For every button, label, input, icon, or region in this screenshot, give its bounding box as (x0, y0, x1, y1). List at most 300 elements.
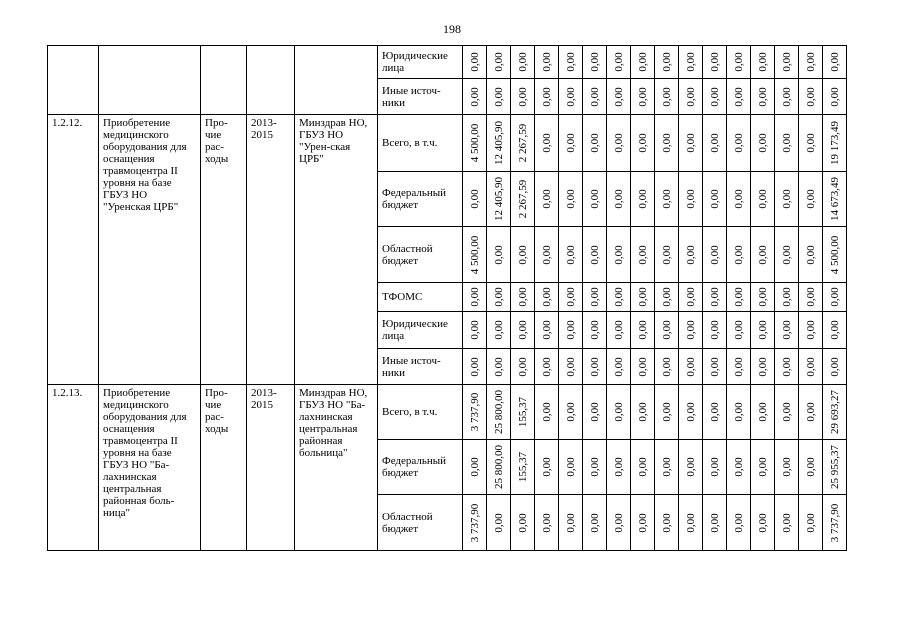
value-cell (823, 79, 847, 115)
value-text: 0,00 (540, 189, 553, 209)
funding-source: Всего, в т.ч. (378, 385, 463, 440)
value-cell (535, 79, 559, 115)
value-text: 0,00 (588, 320, 601, 340)
value-text: 0,00 (804, 287, 817, 307)
value-text: 25 800,00 (492, 390, 505, 434)
value-cell (655, 312, 679, 349)
value-text: 0,00 (468, 320, 481, 340)
value-text: 0,00 (660, 320, 673, 340)
value-text: 0,00 (828, 356, 841, 377)
value-cell (463, 440, 487, 495)
value-text: 0,00 (588, 512, 601, 533)
value-text: 0,00 (780, 356, 793, 377)
value-cell (679, 283, 703, 312)
item-number: 1.2.12. (48, 115, 99, 385)
value-cell (655, 283, 679, 312)
value-cell (751, 283, 775, 312)
value-cell (823, 46, 847, 79)
value-text: 0,00 (492, 512, 505, 533)
value-text: 2 267,59 (516, 179, 529, 219)
value-cell (463, 385, 487, 440)
value-text: 19 173,49 (828, 121, 841, 165)
expense-type (201, 46, 247, 115)
item-name: Приобретение медицинского оборудования для оснащения травмоцентра II уровня на базе ГБУЗ НО "Уренская ЦРБ" (99, 115, 201, 385)
value-cell (799, 349, 823, 385)
value-text: 0,00 (732, 287, 745, 307)
item-name: Приобретение медицинского оборудования для оснащения травмоцентра II уровня на базе ГБУЗ НО "Ба-лахнинская центральная районная боль-ница" (99, 385, 201, 551)
value-cell (727, 283, 751, 312)
value-text: 0,00 (732, 244, 745, 265)
value-text: 0,00 (684, 86, 697, 107)
value-cell (703, 79, 727, 115)
value-cell (655, 385, 679, 440)
value-cell (535, 283, 559, 312)
value-cell (823, 283, 847, 312)
value-cell (631, 115, 655, 172)
value-cell (799, 495, 823, 551)
value-cell (487, 312, 511, 349)
value-cell (727, 79, 751, 115)
value-text: 0,00 (564, 320, 577, 340)
value-text: 0,00 (636, 189, 649, 209)
value-text: 0,00 (828, 86, 841, 107)
value-text: 0,00 (684, 52, 697, 72)
value-text: 0,00 (612, 52, 625, 72)
value-text: 155,37 (516, 451, 529, 483)
value-cell (487, 79, 511, 115)
value-cell (703, 283, 727, 312)
value-cell (799, 385, 823, 440)
value-text: 0,00 (732, 189, 745, 209)
funding-source: Федеральный бюджет (378, 172, 463, 227)
value-text: 0,00 (540, 356, 553, 377)
value-cell (823, 440, 847, 495)
value-text: 0,00 (804, 189, 817, 209)
value-text: 0,00 (732, 356, 745, 377)
page-number: 198 (443, 22, 461, 36)
value-text: 3 737,90 (468, 503, 481, 542)
period (247, 46, 295, 115)
value-text: 0,00 (684, 512, 697, 533)
value-text: 0,00 (516, 52, 529, 72)
value-cell (703, 227, 727, 283)
funding-source: Иные источ-ники (378, 79, 463, 115)
value-cell (559, 385, 583, 440)
value-text: 0,00 (708, 244, 721, 265)
value-cell (487, 172, 511, 227)
value-text: 0,00 (684, 356, 697, 377)
value-cell (535, 46, 559, 79)
value-cell (679, 79, 703, 115)
value-text: 0,00 (684, 287, 697, 307)
value-text: 0,00 (540, 320, 553, 340)
value-cell (487, 283, 511, 312)
value-cell (655, 46, 679, 79)
value-text: 2 267,59 (516, 123, 529, 163)
value-text: 0,00 (828, 52, 841, 72)
value-cell (631, 227, 655, 283)
value-cell (823, 495, 847, 551)
value-cell (799, 312, 823, 349)
value-text: 0,00 (516, 244, 529, 265)
value-cell (535, 349, 559, 385)
funding-source: Областной бюджет (378, 227, 463, 283)
value-cell (751, 495, 775, 551)
value-text: 155,37 (516, 396, 529, 428)
value-text: 0,00 (588, 356, 601, 377)
value-text: 0,00 (708, 287, 721, 307)
value-cell (727, 172, 751, 227)
value-cell (775, 172, 799, 227)
value-cell (631, 283, 655, 312)
value-text: 0,00 (564, 189, 577, 209)
value-text: 0,00 (540, 287, 553, 307)
value-cell (631, 312, 655, 349)
value-cell (799, 46, 823, 79)
value-cell (583, 495, 607, 551)
value-text: 0,00 (780, 402, 793, 422)
value-text: 0,00 (804, 133, 817, 153)
value-cell (487, 385, 511, 440)
value-text: 0,00 (804, 356, 817, 377)
value-cell (727, 440, 751, 495)
value-cell (535, 440, 559, 495)
value-text: 0,00 (804, 52, 817, 72)
value-text: 0,00 (756, 320, 769, 340)
value-cell (463, 283, 487, 312)
value-cell (583, 227, 607, 283)
value-text: 0,00 (708, 457, 721, 477)
value-cell (607, 440, 631, 495)
value-cell (751, 312, 775, 349)
value-text: 0,00 (708, 189, 721, 209)
value-cell (607, 283, 631, 312)
value-cell (631, 46, 655, 79)
value-cell (559, 46, 583, 79)
value-text: 0,00 (468, 457, 481, 477)
value-cell (799, 227, 823, 283)
value-cell (559, 172, 583, 227)
value-cell (535, 385, 559, 440)
value-text: 0,00 (636, 133, 649, 153)
value-text: 0,00 (732, 52, 745, 72)
value-cell (607, 385, 631, 440)
value-cell (703, 440, 727, 495)
value-text: 0,00 (780, 320, 793, 340)
value-text: 0,00 (804, 86, 817, 107)
value-cell (463, 227, 487, 283)
funding-source: Федеральный бюджет (378, 440, 463, 495)
value-text: 0,00 (612, 457, 625, 477)
value-cell (655, 440, 679, 495)
value-text: 0,00 (564, 512, 577, 533)
value-cell (559, 79, 583, 115)
value-cell (583, 79, 607, 115)
funding-source: Юридические лица (378, 312, 463, 349)
value-text: 0,00 (732, 320, 745, 340)
value-text: 0,00 (564, 402, 577, 422)
value-cell (559, 440, 583, 495)
value-text: 0,00 (588, 402, 601, 422)
value-text: 0,00 (660, 287, 673, 307)
value-text: 0,00 (564, 287, 577, 307)
value-cell (703, 312, 727, 349)
value-cell (727, 227, 751, 283)
value-text: 0,00 (708, 86, 721, 107)
value-cell (823, 115, 847, 172)
value-cell (511, 115, 535, 172)
value-cell (487, 349, 511, 385)
value-text: 0,00 (636, 320, 649, 340)
value-cell (583, 283, 607, 312)
value-cell (511, 385, 535, 440)
value-text: 0,00 (756, 189, 769, 209)
value-text: 3 737,90 (828, 503, 841, 542)
value-cell (463, 495, 487, 551)
value-cell (463, 312, 487, 349)
value-cell (727, 312, 751, 349)
value-text: 0,00 (756, 244, 769, 265)
value-text: 0,00 (588, 133, 601, 153)
value-text: 0,00 (756, 512, 769, 533)
period: 2013-2015 (247, 115, 295, 385)
value-cell (511, 227, 535, 283)
item-name (99, 46, 201, 115)
value-text: 0,00 (756, 133, 769, 153)
value-text: 0,00 (708, 133, 721, 153)
value-cell (703, 172, 727, 227)
value-text: 0,00 (612, 189, 625, 209)
table-row (48, 385, 847, 440)
value-text: 0,00 (684, 133, 697, 153)
value-cell (559, 227, 583, 283)
value-text: 0,00 (804, 402, 817, 422)
value-cell (631, 385, 655, 440)
value-cell (535, 115, 559, 172)
value-cell (727, 385, 751, 440)
value-cell (607, 172, 631, 227)
value-text: 0,00 (612, 512, 625, 533)
value-text: 0,00 (612, 86, 625, 107)
value-text: 0,00 (540, 402, 553, 422)
executor: Минздрав НО, ГБУЗ НО "Урен-ская ЦРБ" (295, 115, 378, 385)
value-cell (655, 349, 679, 385)
value-cell (679, 227, 703, 283)
value-cell (487, 46, 511, 79)
value-text: 0,00 (588, 457, 601, 477)
value-cell (511, 440, 535, 495)
value-cell (775, 349, 799, 385)
value-cell (655, 79, 679, 115)
value-text: 0,00 (756, 457, 769, 477)
value-text: 0,00 (588, 287, 601, 307)
value-text: 0,00 (708, 402, 721, 422)
value-cell (775, 115, 799, 172)
funding-source: Иные источ-ники (378, 349, 463, 385)
funding-source: Областной бюджет (378, 495, 463, 551)
value-cell (751, 349, 775, 385)
value-cell (679, 115, 703, 172)
expense-type: Про-чие рас-ходы (201, 385, 247, 551)
value-text: 0,00 (492, 320, 505, 340)
value-cell (727, 349, 751, 385)
value-text: 0,00 (636, 457, 649, 477)
value-cell (583, 385, 607, 440)
value-text: 0,00 (684, 189, 697, 209)
value-cell (559, 495, 583, 551)
value-cell (511, 46, 535, 79)
value-cell (751, 115, 775, 172)
value-cell (511, 79, 535, 115)
value-cell (559, 349, 583, 385)
value-text: 0,00 (564, 356, 577, 377)
value-cell (823, 227, 847, 283)
value-text: 0,00 (660, 402, 673, 422)
value-text: 0,00 (468, 287, 481, 307)
value-text: 0,00 (756, 287, 769, 307)
value-text: 0,00 (612, 244, 625, 265)
value-cell (559, 312, 583, 349)
value-text: 0,00 (756, 356, 769, 377)
value-text: 0,00 (516, 287, 529, 307)
value-cell (703, 495, 727, 551)
value-text: 4 500,00 (468, 123, 481, 163)
value-cell (823, 385, 847, 440)
value-cell (463, 46, 487, 79)
value-text: 14 673,49 (828, 177, 841, 221)
value-text: 0,00 (660, 52, 673, 72)
value-cell (655, 495, 679, 551)
value-cell (727, 46, 751, 79)
value-cell (775, 312, 799, 349)
value-text: 0,00 (516, 512, 529, 533)
value-text: 0,00 (636, 512, 649, 533)
value-cell (535, 227, 559, 283)
funding-source: Юридические лица (378, 46, 463, 79)
value-text: 0,00 (636, 402, 649, 422)
value-text: 0,00 (708, 512, 721, 533)
value-text: 0,00 (828, 320, 841, 340)
value-cell (751, 46, 775, 79)
value-text: 12 405,90 (492, 121, 505, 165)
value-text: 0,00 (804, 457, 817, 477)
value-cell (487, 227, 511, 283)
value-cell (799, 79, 823, 115)
value-cell (775, 283, 799, 312)
value-cell (535, 312, 559, 349)
value-text: 0,00 (780, 189, 793, 209)
value-cell (679, 312, 703, 349)
value-text: 0,00 (708, 52, 721, 72)
value-text: 0,00 (612, 287, 625, 307)
value-cell (823, 172, 847, 227)
value-text: 4 500,00 (828, 235, 841, 274)
value-text: 12 405,90 (492, 177, 505, 221)
value-text: 0,00 (468, 52, 481, 72)
value-text: 0,00 (516, 320, 529, 340)
value-cell (703, 115, 727, 172)
value-cell (607, 312, 631, 349)
value-cell (751, 440, 775, 495)
value-cell (583, 440, 607, 495)
value-cell (703, 349, 727, 385)
value-cell (583, 115, 607, 172)
value-text: 0,00 (756, 402, 769, 422)
value-text: 0,00 (540, 512, 553, 533)
value-cell (463, 79, 487, 115)
value-text: 0,00 (564, 86, 577, 107)
value-text: 0,00 (636, 244, 649, 265)
value-text: 25 800,00 (492, 445, 505, 489)
value-text: 0,00 (636, 356, 649, 377)
value-text: 0,00 (756, 52, 769, 72)
value-text: 0,00 (732, 512, 745, 533)
value-text: 0,00 (564, 457, 577, 477)
value-text: 0,00 (756, 86, 769, 107)
value-cell (799, 283, 823, 312)
value-cell (607, 227, 631, 283)
value-cell (607, 79, 631, 115)
value-text: 0,00 (684, 402, 697, 422)
value-cell (751, 227, 775, 283)
value-text: 0,00 (540, 457, 553, 477)
value-cell (511, 349, 535, 385)
value-cell (511, 172, 535, 227)
funding-source: Всего, в т.ч. (378, 115, 463, 172)
value-text: 0,00 (684, 244, 697, 265)
value-cell (679, 440, 703, 495)
value-cell (583, 46, 607, 79)
value-cell (775, 495, 799, 551)
executor: Минздрав НО, ГБУЗ НО "Ба-лахнинская центральная районная больница" (295, 385, 378, 551)
expense-type: Про-чие рас-ходы (201, 115, 247, 385)
value-cell (775, 79, 799, 115)
value-cell (679, 349, 703, 385)
value-cell (511, 312, 535, 349)
value-cell (607, 115, 631, 172)
value-text: 0,00 (612, 402, 625, 422)
value-text: 0,00 (468, 356, 481, 377)
value-text: 0,00 (732, 457, 745, 477)
executor (295, 46, 378, 115)
value-cell (631, 349, 655, 385)
value-text: 0,00 (492, 86, 505, 107)
value-cell (679, 495, 703, 551)
value-cell (679, 172, 703, 227)
value-cell (679, 385, 703, 440)
value-cell (775, 227, 799, 283)
value-cell (607, 46, 631, 79)
value-text: 0,00 (780, 86, 793, 107)
value-cell (487, 115, 511, 172)
value-text: 0,00 (780, 133, 793, 153)
value-text: 0,00 (780, 512, 793, 533)
value-cell (655, 227, 679, 283)
value-text: 0,00 (660, 512, 673, 533)
value-text: 0,00 (540, 133, 553, 153)
value-cell (727, 495, 751, 551)
value-cell (823, 312, 847, 349)
value-text: 0,00 (468, 86, 481, 107)
value-cell (559, 283, 583, 312)
program-table (47, 45, 847, 551)
value-cell (583, 172, 607, 227)
value-text: 0,00 (660, 133, 673, 153)
value-text: 0,00 (468, 189, 481, 209)
value-text: 0,00 (516, 86, 529, 107)
value-text: 0,00 (540, 244, 553, 265)
value-text: 0,00 (492, 287, 505, 307)
